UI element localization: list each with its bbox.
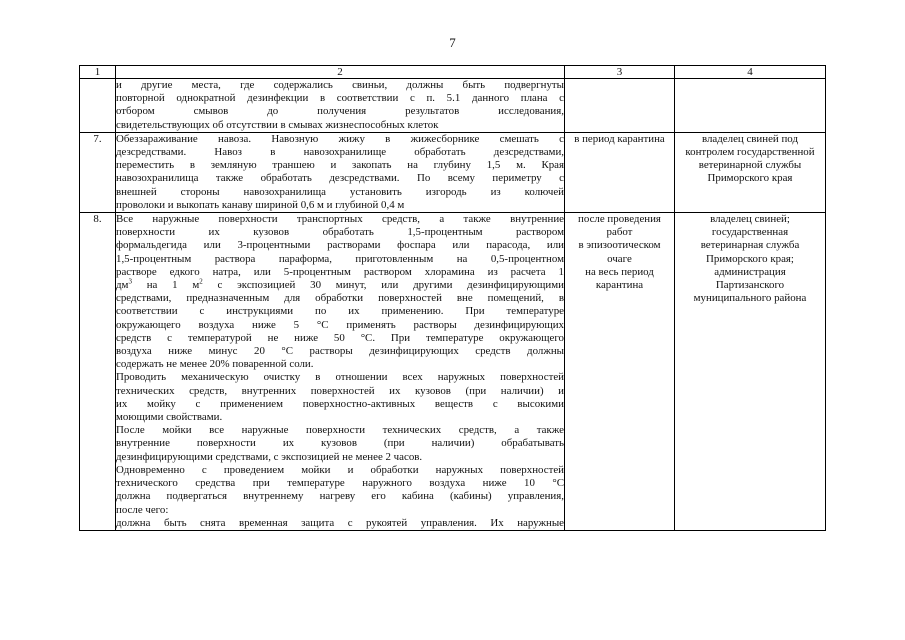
text-line: 1,5-процентным раствора параформа, приготовленным на 0,5-процентном (116, 252, 564, 265)
text-fragment: на 1 м (131, 279, 200, 292)
text-line: окружающего воздуха ниже 5 °С применять растворы дезинфицирующих (116, 318, 564, 331)
header-cell-3: 3 (565, 66, 675, 79)
responsible-line: Приморского края (707, 172, 793, 185)
responsible-line: владелец свиней под (702, 132, 798, 145)
text-line: переместить в земляную траншею и закопать на глубину 1,5 м. Края (116, 159, 564, 172)
table-row-7 (80, 132, 826, 212)
term-cell (565, 132, 675, 212)
text-line: дезсредствами. Навоз в навозохранилище обработать дезсредствами, (116, 146, 564, 159)
text-line: должна быть снята временная защита с рукоятей управления. Их наружные (116, 516, 564, 529)
responsible-line: ветеринарная служба (700, 239, 800, 252)
text-fragment: с экспозицией 30 минут, или другими дезинфицирующими (202, 279, 564, 292)
header-cell-2: 2 (116, 66, 565, 79)
text-line: Обеззараживание навоза. Навозную жижу в жижесборнике смешать с (116, 132, 564, 145)
responsible-line: Партизанского (715, 279, 785, 292)
text-line: внутренние поверхности их кузовов (при наличии) обрабатывать (116, 437, 564, 450)
measure-text-cell (116, 132, 565, 212)
text-line: Проводить механическую очистку в отношении всех наружных поверхностей (116, 371, 564, 384)
unit-dm: дм (116, 279, 129, 292)
measure-text-cell (116, 79, 565, 133)
term-cell (565, 79, 675, 133)
text-line: Одновременно с проведением мойки и обработки наружных поверхностей (116, 463, 564, 476)
text-line (116, 279, 564, 292)
row-number-cell (80, 79, 116, 133)
text-line: повторной однократной дезинфекции в соответствии с п. 5.1 данного плана с (116, 92, 564, 105)
responsible-line: муниципального района (693, 292, 807, 305)
text-line: дезинфицирующими средствами, с экспозицией не менее 2 часов. (116, 450, 423, 463)
responsible-line: владелец свиней; (710, 213, 790, 226)
superscript: 2 (199, 277, 203, 286)
text-line: поверхности их кузовов обработать 1,5-процентным раствором (116, 226, 564, 239)
text-line: после чего: (116, 503, 169, 516)
text-line: свидетельствующих об отсутствии в смывах жизнеспособных клеток (116, 118, 439, 131)
text-line: и другие места, где содержались свиньи, должны быть подвергнуты (116, 79, 564, 91)
text-line: После мойки все наружные поверхности технических средств, а также (116, 424, 564, 437)
measures-table (79, 65, 826, 531)
table-row-continued (80, 79, 826, 133)
text-line: средств с температурой не ниже 50 °С. При температуре окружающего (116, 331, 564, 344)
term-line: карантина (595, 279, 644, 292)
text-line: растворе едкого натра, или 5-процентным раствором хлорамина из расчета 1 (116, 265, 564, 278)
term-line: на весь период (585, 265, 654, 278)
responsible-line: администрация (714, 265, 786, 278)
term-line: после проведения работ (578, 213, 661, 239)
responsible-line: государственная (711, 226, 789, 239)
text-line: их мойку с применением поверхностно-активных веществ с высокими (116, 397, 564, 410)
text-line: отбором смывов до получения результатов исследования, (116, 105, 564, 118)
page-number: 7 (449, 35, 456, 50)
text-line: соответствии с инструкциями по их применению. При температуре (116, 305, 564, 318)
text-line: навозохранилища также обработать дезсредствами. По всему периметру с (116, 172, 564, 185)
text-line: формальдегида или 3-процентными растворами фоспара или парасода, или (116, 239, 564, 252)
text-line: воздуха ниже минус 20 °С растворы дезинфицирующих средств должны (116, 345, 564, 358)
text-line: средствами, предназначенным для обработки поверхностей вне помещений, в (116, 292, 564, 305)
responsible-line: ветеринарной службы (698, 159, 802, 172)
header-cell-1: 1 (80, 66, 116, 79)
text-line: технических средств, внутренних поверхностей их кузовов (при наличии) и (116, 384, 564, 397)
responsible-line: Приморского края; (706, 252, 794, 265)
term-cell (565, 213, 675, 531)
superscript: 3 (128, 277, 132, 286)
responsible-cell (675, 213, 826, 531)
text-line: технического средства при температуре наружного воздуха ниже 10 °С (116, 477, 564, 490)
row-number: 7. (80, 132, 116, 212)
text-line: должна подвергаться внутреннему нагреву его кабина (кабины) управления, (116, 490, 564, 503)
text-line: моющими свойствами. (116, 411, 223, 424)
text-line: Все наружные поверхности транспортных средств, а также внутренние (116, 213, 564, 226)
text-line: содержать не менее 20% поваренной соли. (116, 358, 314, 371)
table-header-row (80, 66, 826, 79)
term-text: в период карантина (574, 132, 665, 145)
responsible-line: контролем государственной (685, 146, 815, 159)
term-line: в эпизоотическом очаге (578, 239, 661, 265)
header-cell-4: 4 (675, 66, 826, 79)
row-number: 8. (80, 213, 116, 531)
measure-text-cell (116, 213, 565, 531)
text-line: внешней стороны навозохранилища установить изгородь из колючей (116, 185, 564, 198)
text-line: проволоки и выкопать канаву шириной 0,6 м и глубиной 0,4 м (116, 198, 405, 211)
table-row-8 (80, 213, 826, 531)
responsible-cell (675, 79, 826, 133)
responsible-cell (675, 132, 826, 212)
